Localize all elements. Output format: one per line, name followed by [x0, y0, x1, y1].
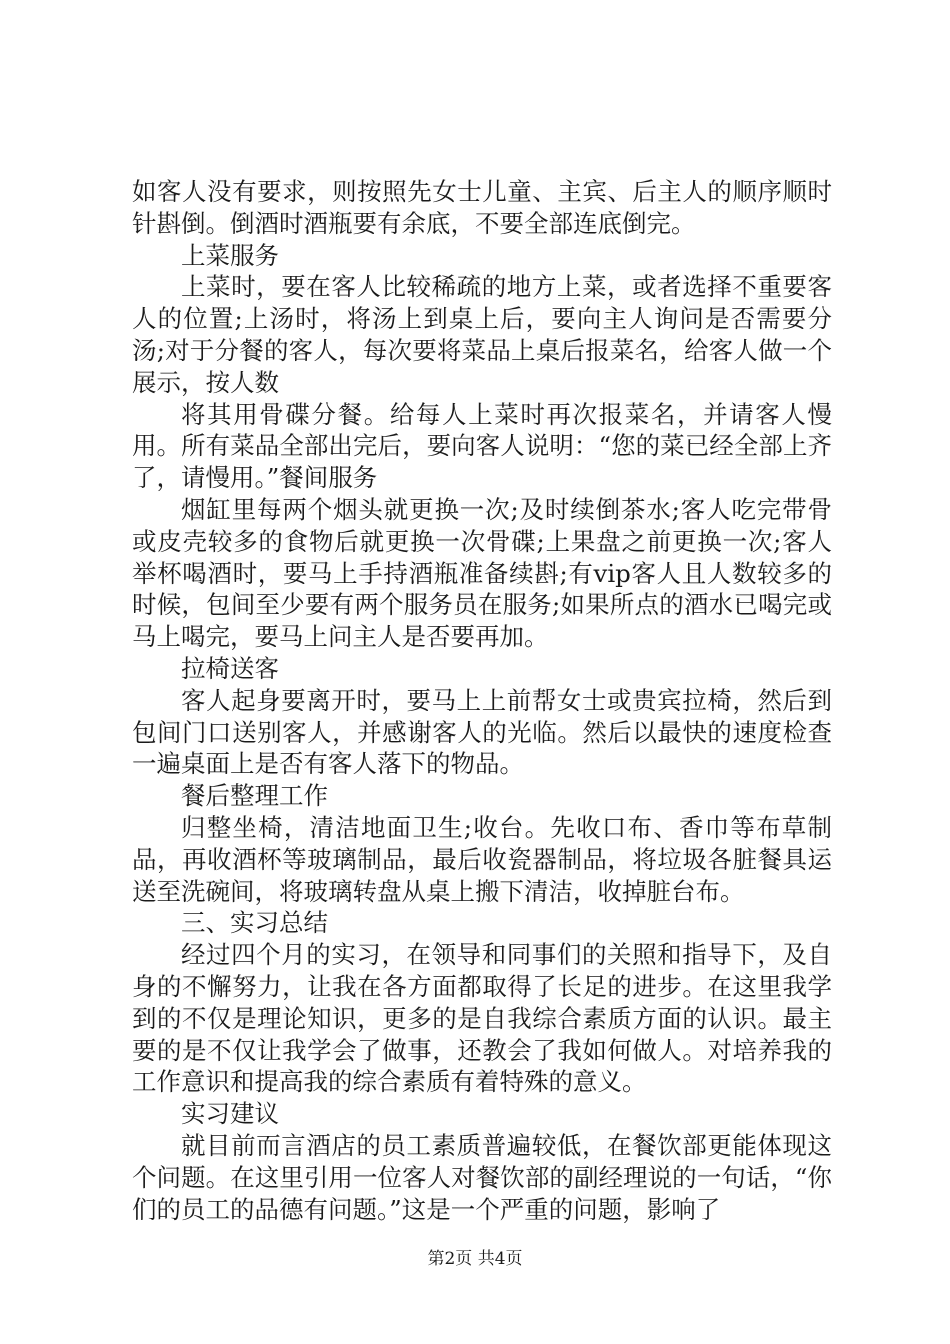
section-heading-cleanup: 餐后整理工作 [181, 781, 328, 811]
section-heading-seeing-off: 拉椅送客 [181, 653, 279, 683]
paragraph-serving-dishes: 上菜时，要在客人比较稀疏的地方上菜，或者选择不重要客人的位置;上汤时，将汤上到桌上后，要向主人询问是否需要分汤;对于分餐的客人，每次要将菜品上桌后报菜名，给客人做一个展示，按人数 [132, 272, 832, 397]
paragraph-summary: 经过四个月的实习，在领导和同事们的关照和指导下，及自身的不懈努力，让我在各方面都取得了长足的进步。在这里我学到的不仅是理论知识，更多的是自我综合素质方面的认识。最主要的是不仅让我学会了做事，还教会了我如何做人。对培养我的工作意识和提高我的综合素质有着特殊的意义。 [132, 940, 832, 1097]
paragraph-serving-order: 如客人没有要求，则按照先女士儿童、主宾、后主人的顺序顺时针斟倒。倒酒时酒瓶要有余底，不要全部连底倒完。 [132, 177, 832, 238]
paragraph-seeing-off: 客人起身要离开时，要马上上前帮女士或贵宾拉椅，然后到包间门口送别客人，并感谢客人的光临。然后以最快的速度检查一遍桌面上是否有客人落下的物品。 [132, 685, 832, 779]
section-heading-suggestions: 实习建议 [181, 1099, 279, 1129]
paragraph-cleanup: 归整坐椅，清洁地面卫生;收台。先收口布、香巾等布草制品，再收酒杯等玻璃制品，最后收瓷器制品，将垃圾各脏餐具运送至洗碗间，将玻璃转盘从桌上搬下清洁，收掉脏台布。 [132, 812, 832, 906]
paragraph-suggestions: 就目前而言酒店的员工素质普遍较低，在餐饮部更能体现这个问题。在这里引用一位客人对餐饮部的副经理说的一句话，“你们的员工的品德有问题。”这是一个严重的问题，影响了 [132, 1130, 832, 1224]
document-body [132, 176, 832, 1225]
section-heading-summary: 三、实习总结 [181, 908, 328, 938]
page-number-footer: 第2页 共4页 [427, 1249, 523, 1269]
section-heading-serving-dishes: 上菜服务 [181, 240, 279, 270]
paragraph-table-service: 烟缸里每两个烟头就更换一次;及时续倒茶水;客人吃完带骨或皮壳较多的食物后就更换一次骨碟;上果盘之前更换一次;客人举杯喝酒时，要马上手持酒瓶准备续斟;有vip客人且人数较多的时候，包间至少要有两个服务员在服务;如果所点的酒水已喝完或马上喝完，要马上问主人是否要再加。 [132, 494, 832, 652]
paragraph-plate-serving: 将其用骨碟分餐。给每人上菜时再次报菜名，并请客人慢用。所有菜品全部出完后，要向客人说明：“您的菜已经全部上齐了，请慢用。”餐间服务 [132, 399, 832, 493]
